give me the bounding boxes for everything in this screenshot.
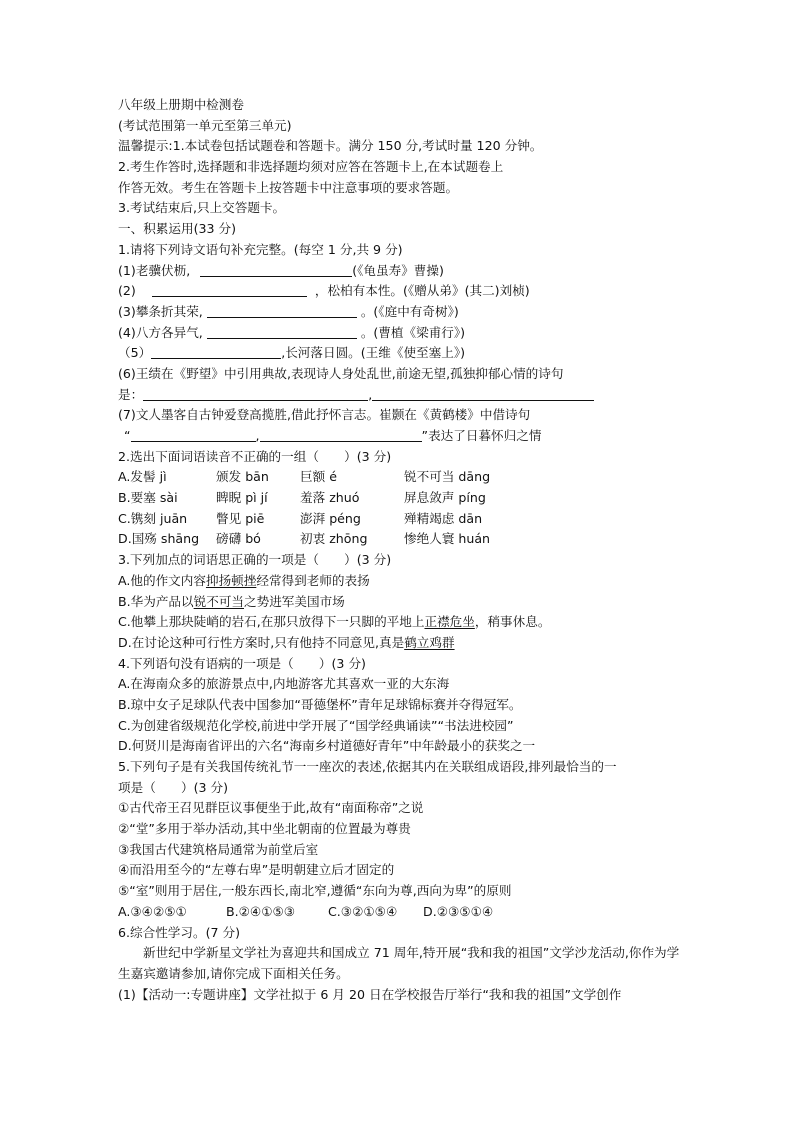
q2-option-b: B.要塞 sài 睥睨 pì jí 羞落 zhuó 屏息敛声 píng xyxy=(118,490,486,506)
q5-options: A.③④②⑤① B.②④①⑤③ C.③②①⑤④ D.②③⑤①④ xyxy=(118,903,494,919)
q3-option-a: A.他的作文内容抑扬顿挫经常得到老师的表扬 xyxy=(118,572,370,588)
tip-line-2: 2.考生作答时,选择题和非选择题均须对应答在答题卡上,在本试题卷上 xyxy=(118,159,504,175)
q6-activity-1: (1)【活动一:专题讲座】文学社拟于 6 月 20 日在学校报告厅举行“我和我的祖国”文学创作 xyxy=(118,986,622,1002)
q5-sentence-1: ①古代帝王召见群臣议事便坐于此,故有“南面称帝”之说 xyxy=(118,800,424,816)
q5-sentence-5: ⑤“室”则用于居住,一般东西长,南北窄,遵循“东向为尊,西向为卑”的原则 xyxy=(118,883,512,899)
q4-stem: 4.下列语句没有语病的一项是（ ）(3 分) xyxy=(118,655,366,671)
q1-item-2: (2) ，松柏有本性。(《赠从弟》(其二)刘桢) xyxy=(118,283,530,299)
q5-stem-cont: 项是（ ）(3 分) xyxy=(118,779,228,795)
exam-title: 八年级上册期中检测卷 xyxy=(118,97,244,112)
answer-blank[interactable] xyxy=(152,282,307,297)
q5-sentence-2: ②“堂”多用于举办活动,其中坐北朝南的位置最为尊贵 xyxy=(118,821,411,837)
answer-blank[interactable] xyxy=(372,386,594,401)
q3-option-c: C.他攀上那块陡峭的岩石,在那只放得下一只脚的平地上正襟危坐，稍事休息。 xyxy=(118,614,551,630)
tip-line-4: 3.考试结束后,只上交答题卡。 xyxy=(118,200,286,216)
q1-item-7-blanks: “ , ”表达了日暮怀归之情 xyxy=(124,428,542,443)
q2-option-d: D.国殇 shāng 磅礴 bó 初衷 zhōng 惨绝人寰 huán xyxy=(118,531,491,547)
q2-option-c: C.镌刻 juān 瞥见 piē 澎湃 péng 殚精竭虑 dān xyxy=(118,510,483,526)
tip-line-3: 作答无效。考生在答题卡上按答题卡中注意事项的要求答题。 xyxy=(118,179,459,195)
q1-item-4: (4)八方各异气, 。(曹植《梁甫行》) xyxy=(118,324,466,340)
q3-option-b: B.华为产品以锐不可当之势进军美国市场 xyxy=(118,593,345,609)
answer-blank[interactable] xyxy=(131,427,256,442)
q1-stem: 1.请将下列诗文语句补充完整。(每空 1 分,共 9 分) xyxy=(118,241,403,257)
exam-content xyxy=(118,95,688,1005)
answer-blank[interactable] xyxy=(151,344,281,359)
q2-option-a: A.发髻 jì 颁发 bān 巨额 é 锐不可当 dāng xyxy=(118,469,491,485)
q1-item-5: （5） ,长河落日圆。(王维《使至塞上》) xyxy=(118,345,466,361)
answer-blank[interactable] xyxy=(207,324,357,339)
q4-option-b: B.琼中女子足球队代表中国参加“哥德堡杯”青年足球锦标赛并夺得冠军。 xyxy=(118,696,522,712)
q5-sentence-4: ④而沿用至今的“左尊右卑”是明朝建立后才固定的 xyxy=(118,862,395,878)
q6-stem: 6.综合性学习。(7 分) xyxy=(118,924,241,940)
q5-sentence-3: ③我国古代建筑格局通常为前堂后室 xyxy=(118,841,319,857)
q1-item-3: (3)攀条折其荣, 。(《庭中有奇树》) xyxy=(118,303,459,319)
tip-line-1: 温馨提示:1.本试卷包括试题卷和答题卡。满分 150 分,考试时量 120 分钟。 xyxy=(118,138,543,154)
q5-stem: 5.下列句子是有关我国传统礼节一一座次的表述,依据其内在关联组成语段,排列最恰当的一 xyxy=(118,759,617,774)
q3-stem: 3.下列加点的词语思正确的一项是（ ）(3 分) xyxy=(118,552,392,568)
q1-item-7: (7)文人墨客自古钟爱登高揽胜,借此抒怀言志。崔颢在《黄鹤楼》中借诗句 xyxy=(118,407,531,423)
q4-option-c: C.为创建省级规范化学校,前进中学开展了“国学经典诵读”“书法进校园” xyxy=(118,717,514,733)
q4-option-d: D.何贤川是海南省评出的六名“海南乡村道德好青年”中年龄最小的获奖之一 xyxy=(118,738,536,754)
q1-item-6-blanks: 是： , xyxy=(118,385,688,406)
answer-blank[interactable] xyxy=(143,386,368,401)
q2-stem: 2.选出下面词语读音不正确的一组（ ）(3 分) xyxy=(118,448,392,464)
section-title: 一、积累运用(33 分) xyxy=(118,221,237,237)
q4-option-a: A.在海南众多的旅游景点中,内地游客尤其喜欢一亚的大东海 xyxy=(118,676,450,692)
q6-intro: 新世纪中学新星文学社为喜迎共和国成立 71 周年,特开展“我和我的祖国”文学沙龙活动,你作为学生嘉宾邀请参加,请你完成下面相关任务。 xyxy=(118,945,680,981)
q3-option-d: D.在讨论这种可行性方案时,只有他持不同意见,真是鹤立鸡群 xyxy=(118,634,455,650)
q1-item-6: (6)王绩在《野望》中引用典故,表现诗人身处乱世,前途无望,孤独抑郁心情的诗句 xyxy=(118,365,564,381)
answer-blank[interactable] xyxy=(207,303,357,318)
q1-item-1: (1)老骥伏枥, (《龟虽寿》曹操) xyxy=(118,262,444,278)
answer-blank[interactable] xyxy=(200,262,352,277)
exam-scope: (考试范围第一单元至第三单元) xyxy=(118,117,292,133)
answer-blank[interactable] xyxy=(260,427,422,442)
